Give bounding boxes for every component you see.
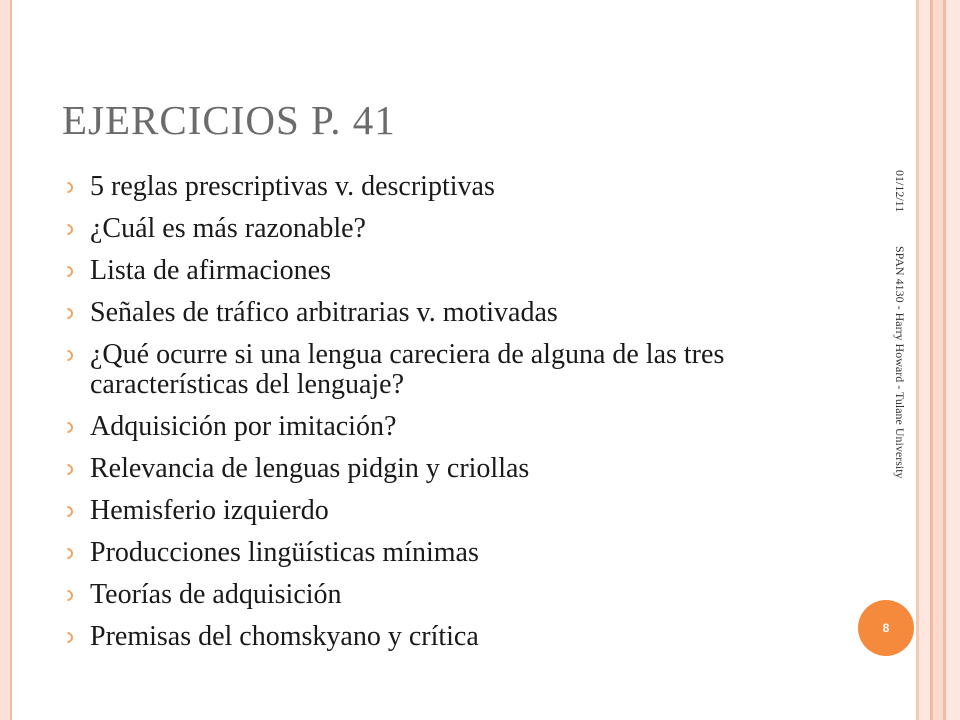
bullet-list bbox=[60, 172, 850, 664]
bullet-text: ¿Qué ocurre si una lengua careciera de alguna de las tres características del lenguaje? bbox=[90, 339, 725, 400]
bullet-text: Premisas del chomskyano y crítica bbox=[90, 621, 479, 652]
bullet-text: Producciones lingüísticas mínimas bbox=[90, 537, 479, 568]
bullet-text: 5 reglas prescriptivas v. descriptivas bbox=[90, 171, 495, 202]
bullet-text: Relevancia de lenguas pidgin y criollas bbox=[90, 453, 530, 484]
bullet-icon bbox=[60, 588, 76, 604]
bullet-text: Teorías de adquisición bbox=[90, 579, 342, 610]
slide-title: EJERCICIOS P. 41 bbox=[62, 97, 396, 143]
bullet-item bbox=[60, 412, 850, 442]
bullet-icon bbox=[60, 420, 76, 436]
side-course-footer: SPAN 4130 - Harry Howard - Tulane University bbox=[893, 246, 907, 479]
bullet-icon bbox=[60, 630, 76, 646]
bullet-text: Hemisferio izquierdo bbox=[90, 495, 329, 526]
bullet-text: Lista de afirmaciones bbox=[90, 255, 332, 286]
bullet-item bbox=[60, 298, 850, 328]
left-border-stripe bbox=[0, 0, 12, 720]
bullet-text: Adquisición por imitación? bbox=[90, 411, 397, 442]
bullet-item bbox=[60, 256, 850, 286]
right-stripe-6 bbox=[946, 0, 960, 720]
bullet-icon bbox=[60, 222, 76, 238]
bullet-text: Señales de tráfico arbitrarias v. motivadas bbox=[90, 297, 558, 328]
bullet-icon bbox=[60, 546, 76, 562]
bullet-item bbox=[60, 214, 850, 244]
bullet-icon bbox=[60, 180, 76, 196]
bullet-icon bbox=[60, 462, 76, 478]
bullet-item bbox=[60, 496, 850, 526]
page-number-badge bbox=[858, 600, 914, 656]
bullet-item bbox=[60, 580, 850, 610]
bullet-text: ¿Cuál es más razonable? bbox=[90, 213, 366, 244]
page-number: 8 bbox=[882, 621, 890, 635]
bullet-icon bbox=[60, 348, 76, 364]
bullet-item bbox=[60, 538, 850, 568]
bullet-item bbox=[60, 622, 850, 652]
bullet-item bbox=[60, 454, 850, 484]
right-stripe-2 bbox=[919, 0, 930, 720]
right-stripe-4 bbox=[933, 0, 943, 720]
bullet-item bbox=[60, 340, 850, 400]
bullet-icon bbox=[60, 504, 76, 520]
right-border-stripes bbox=[916, 0, 960, 720]
bullet-icon bbox=[60, 306, 76, 322]
side-date: 01/12/11 bbox=[893, 170, 907, 213]
bullet-item bbox=[60, 172, 850, 202]
bullet-icon bbox=[60, 264, 76, 280]
